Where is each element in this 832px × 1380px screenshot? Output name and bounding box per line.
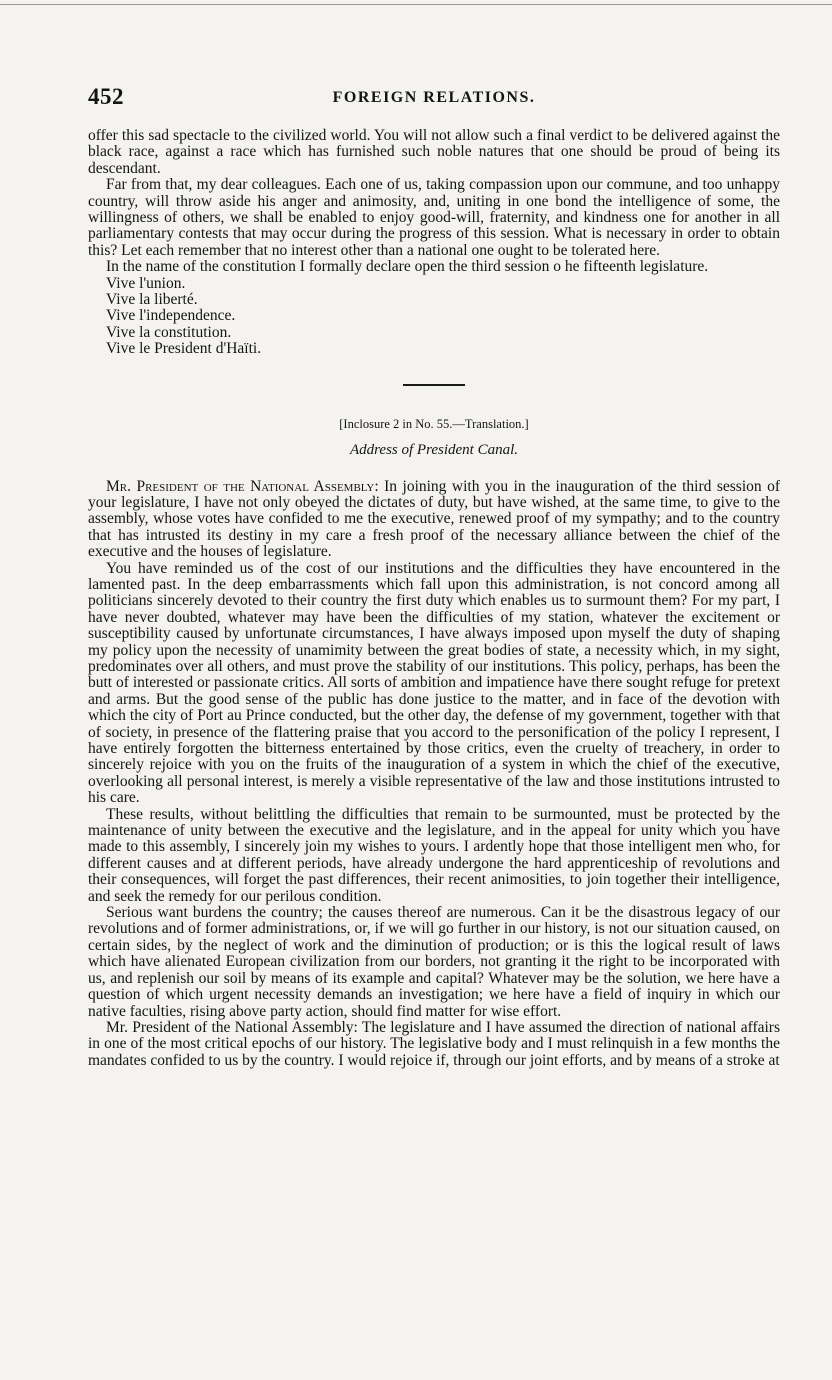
address-paragraph — [88, 479, 780, 561]
salutation: Mr. President of the National Assembly: — [106, 477, 379, 495]
address-paragraph: Mr. President of the National Assembly: The legislature and I have assumed the direction of national affairs in one of the most critical epochs of our history. The legislative body and I must relinquish in a few months the mandates confided to us by the country. I would rejoice if, through our joint efforts, and by means of a stroke at — [88, 1018, 780, 1069]
vive-line: Vive l'independence. — [106, 307, 236, 325]
body-text — [88, 128, 780, 1069]
speech-paragraph: Far from that, my dear colleagues. Each one of us, taking compassion upon our commune, and too unhappy country, will throw aside his anger and animosity, and, uniting in one bond the intelligence of some, the willingness of others, we shall be enabled to enjoy good-will, fraternity, and kindness one for another in all parliamentary contests that may occur during the progress of this session. What is necessary in order to obtain this? Let each remember that no interest other than a national one ought to be tolerated here. — [88, 176, 780, 259]
speech-paragraph: In the name of the constitution I formally declare open the third session o he fifteenth legislature. — [106, 258, 709, 276]
page-number: 452 — [88, 84, 124, 109]
page-header — [88, 84, 780, 112]
address-paragraph: You have reminded us of the cost of our institutions and the difficulties they have encountered in the lamented past. In the deep embarrassments which fall upon this administration, is not concord among all politicians sincerely devoted to their country the first duty which enables us to surmount them? For my part, I have never doubted, whatever may have been the difficulties of my station, whatever the excitement or susceptibility caused by unfortunate circumstances, I have always imposed upon myself the duty of shaping my policy upon the necessity of unamimity between the great bodies of state, a necessity which, in my sight, predominates over all others, and must prove the stability of our institutions. This policy, perhaps, has been the butt of interested or passionate critics. All sorts of ambition and impatience have there sought refuge for pretext and arms. But the good sense of the public has done justice to the matter, and in face of the devotion with which the city of Port au Prince conducted, but the other day, the defense of my government, together with that of society, in presence of the flattering praise that you accord to the personification of the policy I represent, I have entirely forgotten the bitterness entertained by those critics, even the cruelty of treachery, in order to sincerely rejoice with you on the fruits of the inauguration of a system in which the chief of the executive, overlooking all personal interest, is merely a visible representative of the law and those institutions intrusted to his care. — [88, 559, 780, 807]
address-paragraph: These results, without belittling the difficulties that remain to be surmounted, must be protected by the maintenance of unity between the executive and the legislature, and in the appeal for unity which you have made to this assembly, I sincerely join my wishes to yours. I ardently hope that those intelligent men who, for different causes and at different periods, have already undergone the hard apprenticeship of revolutions and their consequences, will forget the past differences, their recent animosities, to join together their intelligence, and seek the remedy for our perilous condition. — [88, 805, 780, 905]
vive-line: Vive la constitution. — [106, 323, 232, 341]
vive-line: Vive la liberté. — [106, 291, 198, 309]
vive-line: Vive l'union. — [106, 274, 186, 292]
address-title: Address of President Canal. — [349, 442, 519, 459]
address-paragraph: Serious want burdens the country; the causes thereof are numerous. Can it be the disastrous legacy of our revolutions and of former administrations, or, if we will go further in our history, is not our situation caused, on certain sides, by the neglect of work and the diminution of production; or is this the logical result of laws which have alienated European civilization from our borders, not granting it the right to be incorporated with us, and replenish our soil by means of its example and capital? Whatever may be the solution, we here have a question of which urgent necessity demands an investigation; we here have a field of inquiry in which our native faculties, rising above party action, should find matter for wise effort. — [88, 904, 780, 1020]
running-head: FOREIGN RELATIONS. — [332, 89, 536, 106]
speech-paragraph: offer this sad spectacle to the civilized world. You will not allow such a final verdict to be delivered against the black race, against a race which has furnished such noble natures that one should be proud of being its descendant. — [88, 127, 780, 177]
inclosure-label: [Inclosure 2 in No. 55.—Translation.] — [339, 416, 529, 431]
section-divider — [403, 384, 465, 386]
top-border-line — [0, 4, 832, 5]
address-paragraph-text: In joining with you in the inauguration of the third session of your legislature, I have not only obeyed the dictates of duty, but have wished, at the same time, to give to the assembly, whose votes have confided to me the executive, renewed proof of my sympathy; and to the country that has intrusted its destiny in my care a fresh proof of the necessary alliance between the chief of the executive and the houses of legislature. — [88, 477, 781, 561]
vive-line: Vive le President d'Haïti. — [106, 340, 262, 358]
